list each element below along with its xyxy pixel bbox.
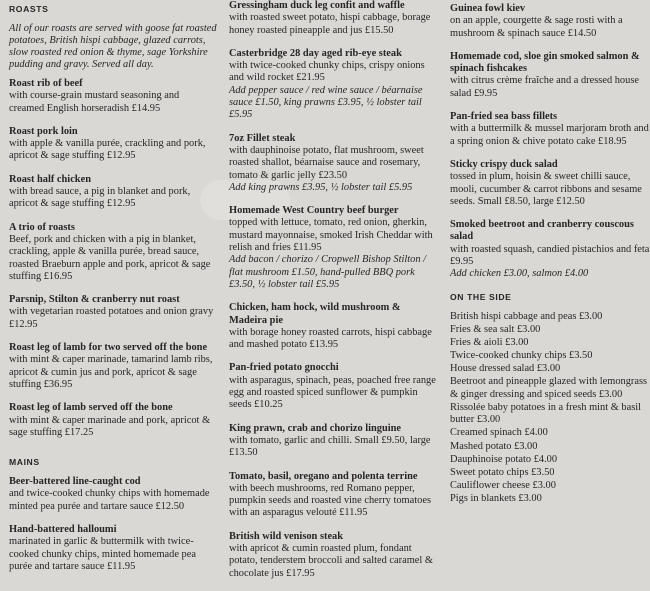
menu-item xyxy=(229,0,437,37)
menu-item-description: with dauphinoise potato, flat mushroom, sweet roasted shallot, béarnaise sauce and rosemary, tomato & garlic jelly £23.50 xyxy=(229,144,424,181)
menu-item xyxy=(229,362,437,411)
menu-item-description: marinated in garlic & buttermilk with twice-cooked chunky chips, minted homemade pea purée and tartare sauce £11.95 xyxy=(9,536,196,572)
sides-heading: ON THE SIDE xyxy=(450,291,512,302)
menu-item-name: Roast half chicken xyxy=(9,173,91,185)
menu-item xyxy=(9,342,217,391)
menu-item-name: Chicken, ham hock, wild mushroom & Madeira pie xyxy=(229,302,401,326)
menu-item-description: with vegetarian roasted potatoes and onion gravy £12.95 xyxy=(9,306,214,330)
menu-item-name: Gressingham duck leg confit and waffle xyxy=(229,0,405,11)
menu-item-name: Parsnip, Stilton & cranberry nut roast xyxy=(9,294,180,306)
side-item: Cauliflower cheese £3.00 xyxy=(450,479,556,491)
menu-item-name: Sticky crispy duck salad xyxy=(450,158,558,170)
menu-item-addons: Add pepper sauce / red wine sauce / béarnaise sauce £1.50, king prawns £3.95, ½ lobster tail £5.95 xyxy=(229,84,423,121)
side-item: Mashed potato £3.00 xyxy=(450,440,538,452)
menu-item-name: Homemade West Country beef burger xyxy=(229,205,399,217)
side-item: House dressed salad £3.00 xyxy=(450,363,561,375)
menu-item xyxy=(450,111,650,148)
side-item: Beetroot and pineapple glazed with lemongrass & ginger dressing and spiced seeds £3.00 xyxy=(450,376,648,400)
menu-item xyxy=(229,423,437,460)
menu-item xyxy=(229,302,437,351)
menu-item xyxy=(9,174,217,211)
menu-item-description: with bread sauce, a pig in blanket and pork, apricot & sage stuffing £12.95 xyxy=(9,186,191,210)
mains-list-1 xyxy=(9,476,217,573)
menu-item-name: 7oz Fillet steak xyxy=(229,132,296,144)
menu-item xyxy=(450,219,650,280)
side-item: Twice-cooked chunky chips £3.50 xyxy=(450,349,593,361)
menu-column-3 xyxy=(450,3,650,506)
menu-item-description: on an apple, courgette & sage rosti with a mushroom & spinach sauce £14.50 xyxy=(450,15,623,39)
sides-list xyxy=(450,311,650,506)
menu-item xyxy=(450,51,650,100)
side-item: British hispi cabbage and peas £3.00 xyxy=(450,310,603,322)
menu-item xyxy=(9,222,217,283)
menu-item-name: Tomato, basil, oregano and polenta terrine xyxy=(229,470,418,482)
menu-item-description: with asparagus, spinach, peas, poached free range egg and roasted spiced sunflower & pumpkin seeds £10.25 xyxy=(229,374,436,411)
side-item: Sweet potato chips £3.50 xyxy=(450,466,555,478)
menu-item-description: with mint & caper marinade, tamarind lamb ribs, apricot & cumin jus and pork, apricot & sage stuffing £36.95 xyxy=(9,354,213,390)
side-item: Creamed spinach £4.00 xyxy=(450,427,548,439)
mains-list-3 xyxy=(450,3,650,281)
side-item: Fries & aioli £3.00 xyxy=(450,336,529,348)
menu-item xyxy=(229,531,437,580)
menu-item-description: with roasted sweet potato, hispi cabbage, borage honey roasted pineapple and jus £15.50 xyxy=(229,12,431,36)
menu-item xyxy=(450,159,650,208)
mains-heading: MAINS xyxy=(9,457,40,468)
menu-item xyxy=(229,471,437,520)
menu-column-2 xyxy=(229,0,437,591)
menu-item-name: Hand-battered halloumi xyxy=(9,524,117,536)
menu-item-name: Beer-battered line-caught cod xyxy=(9,476,141,488)
menu-item-description: topped with lettuce, tomato, red onion, gherkin, mustard mayonnaise, smoked Irish Cheddar with relish and fries £11.95 xyxy=(229,217,433,254)
menu-item-description: with a buttermilk & mussel marjoram broth and a spring onion & chive potato cake £18.95 xyxy=(450,123,649,147)
menu-item-addons: Add bacon / chorizo / Cropwell Bishop Stilton / flat mushroom £1.50, hand-pulled BBQ pork £3.50, ½ lobster tail £5.95 xyxy=(229,254,427,290)
menu-item-name: Roast leg of lamb served off the bone xyxy=(9,402,173,414)
menu-item-name: Roast leg of lamb for two served off the bone xyxy=(9,342,208,354)
menu-item-description: with apricot & cumin roasted plum, fondant potato, tenderstem broccoli and salted caramel & chocolate jus £17.95 xyxy=(229,542,433,579)
menu-item-description: with roasted squash, candied pistachios and feta £9.95 xyxy=(450,243,650,268)
menu-item xyxy=(9,78,217,115)
menu-item-description: with borage honey roasted carrots, hispi cabbage and mashed potato £13.95 xyxy=(229,326,432,351)
menu-item xyxy=(9,524,217,573)
menu-item-description: with twice-cooked chunky chips, crispy onions and wild rocket £21.95 xyxy=(229,60,425,84)
menu-item xyxy=(229,133,437,194)
side-item: Dauphinoise potato £4.00 xyxy=(450,453,558,465)
menu-item-name: Smoked beetroot and cranberry couscous salad xyxy=(450,219,634,243)
menu-item-name: Casterbridge 28 day aged rib-eye steak xyxy=(229,47,402,59)
menu-item-name: Roast pork loin xyxy=(9,125,78,137)
menu-item xyxy=(9,126,217,163)
menu-item-description: Beef, pork and chicken with a pig in blanket, crackling, apple & vanilla purée, bread sauce, roasted Braeburn apple and pork, apricot & sage stuffing £16.95 xyxy=(9,233,211,282)
menu-item-description: with course-grain mustard seasoning and creamed English horseradish £14.95 xyxy=(9,90,180,114)
menu-item xyxy=(9,294,217,331)
roasts-list xyxy=(9,78,217,439)
menu-item-description: tossed in plum, hoisin & sweet chilli sauce, mooli, cucumber & carrot ribbons and sesame seeds. Small £8.50, large £12.50 xyxy=(450,171,642,207)
roasts-intro: All of our roasts are served with goose fat roasted potatoes, British hispi cabbage, glazed carrots, slow roasted red onion & thyme, sage Yorkshire pudding and gravy. Served all day. xyxy=(9,23,217,70)
menu-item-description: with beech mushrooms, red Romano pepper, pumpkin seeds and roasted vine cherry tomatoes with an asparagus velouté £11.95 xyxy=(229,482,431,519)
menu-item-addons: Add king prawns £3.95, ½ lobster tail £5.95 xyxy=(229,181,413,193)
menu-item-name: Guinea fowl kiev xyxy=(450,3,526,14)
menu-item xyxy=(9,476,217,513)
menu-item-addons: Add chicken £3.00, salmon £4.00 xyxy=(450,268,589,280)
menu-column-1 xyxy=(9,4,217,584)
menu-item-name: A trio of roasts xyxy=(9,221,75,233)
menu-item-description: with apple & vanilla purée, crackling and pork, apricot & sage stuffing £12.95 xyxy=(9,138,206,162)
menu-item-description: with mint & caper marinade and pork, apricot & sage stuffing £17.25 xyxy=(9,414,211,438)
menu-item xyxy=(450,3,650,40)
menu-item-description: and twice-cooked chunky chips with homemade minted pea purée and tartare sauce £12.50 xyxy=(9,488,210,512)
menu-item-description: with citrus crème fraîche and a dressed house salad £9.95 xyxy=(450,75,639,99)
side-item: Pigs in blankets £3.00 xyxy=(450,492,542,504)
menu-item-name: King prawn, crab and chorizo linguine xyxy=(229,422,402,434)
menu-item-name: Pan-fried potato gnocchi xyxy=(229,362,339,374)
menu-item-name: Roast rib of beef xyxy=(9,78,83,89)
mains-list-2 xyxy=(229,0,437,580)
menu-item-name: British wild venison steak xyxy=(229,530,344,542)
menu-item xyxy=(229,205,437,291)
menu-item-name: Homemade cod, sloe gin smoked salmon & spinach fishcakes xyxy=(450,50,640,75)
menu-item xyxy=(9,402,217,439)
menu-item-description: with tomato, garlic and chilli. Small £9.50, large £13.50 xyxy=(229,434,431,459)
side-item: Fries & sea salt £3.00 xyxy=(450,323,541,335)
menu-item-name: Pan-fried sea bass fillets xyxy=(450,111,558,123)
menu-item xyxy=(229,48,437,122)
side-item: Rissolée baby potatoes in a fresh mint & basil butter £3.00 xyxy=(450,401,642,426)
roasts-heading: ROASTS xyxy=(9,4,49,14)
